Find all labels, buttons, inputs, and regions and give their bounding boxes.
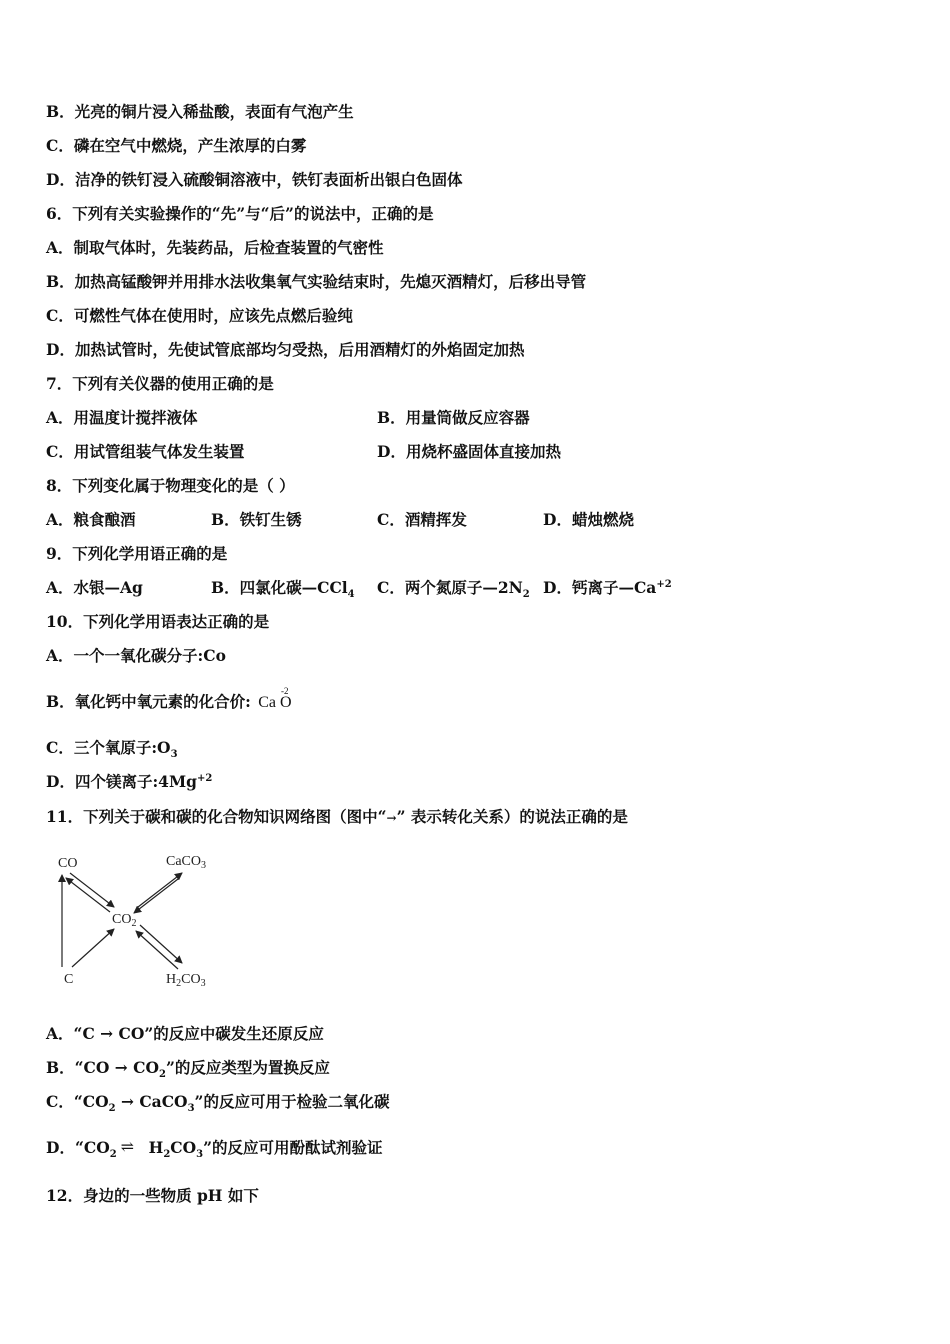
node-h2co3: $H_2CO_3$ xyxy=(166,972,206,989)
q10-stem: 10．下列化学用语表达正确的是 xyxy=(46,612,270,631)
valence-formula: Ca -2 O xyxy=(258,686,292,711)
q11-option-c: C．“$CO_2$ → CaCO$_3$”的反应可用于检验二氧化碳 xyxy=(46,1092,390,1115)
q8-option-b: B．铁钉生锈 xyxy=(211,510,302,529)
q10-option-a: A．一个一氧化碳分子:Co xyxy=(46,646,226,665)
q11-option-d: D．“$CO_2$ ⇌ $H_2CO_3$”的反应可用酚酞试剂验证 xyxy=(46,1137,383,1161)
q6-option-c: C．可燃性气体在使用时，应该先点燃后验纯 xyxy=(46,306,353,325)
carbon-network-diagram xyxy=(50,845,230,995)
q7-option-b: B．用量筒做反应容器 xyxy=(377,408,530,427)
q8-stem: 8．下列变化属于物理变化的是（ ） xyxy=(46,476,295,495)
q8-option-a: A．粮食酿酒 xyxy=(46,510,136,529)
node-c: C xyxy=(64,972,74,987)
q8-option-d: D．蜡烛燃烧 xyxy=(543,510,634,529)
q7-stem: 7．下列有关仪器的使用正确的是 xyxy=(46,374,274,393)
q9-stem: 9．下列化学用语正确的是 xyxy=(46,544,228,563)
node-caco3: CaCO$_3$ xyxy=(166,854,206,871)
q10-option-c: C．三个氧原子$:O_3$ xyxy=(46,738,178,761)
arrow-co2-to-caco3 xyxy=(138,873,182,907)
node-co: CO xyxy=(58,856,78,871)
q8-option-c: C．酒精挥发 xyxy=(377,510,467,529)
arrow-h2co3-to-co2 xyxy=(136,931,178,969)
q10-option-b: B．氧化钙中氧元素的化合价: Ca -2 O xyxy=(46,686,292,711)
q11-stem: 11．下列关于碳和碳的化合物知识网络图（图中“→” 表示转化关系）的说法正确的是 xyxy=(46,807,628,826)
arrow-icon: → xyxy=(386,811,397,825)
arrow-c-to-co2 xyxy=(72,929,114,967)
q5-option-c: C．磷在空气中燃烧，产生浓厚的白雾 xyxy=(46,136,307,155)
arrow-co2-to-co xyxy=(66,878,110,912)
q11-option-a: A．“C → CO”的反应中碳发生还原反应 xyxy=(46,1024,324,1043)
q7-option-d: D．用烧杯盛固体直接加热 xyxy=(377,442,561,461)
q6-stem: 6．下列有关实验操作的“先”与“后”的说法中，正确的是 xyxy=(46,204,434,223)
q6-option-b: B．加热高锰酸钾并用排水法收集氧气实验结束时，先熄灭酒精灯，后移出导管 xyxy=(46,272,587,291)
q9-option-c: C．两个氮原子$—2N_2$ xyxy=(377,578,530,601)
node-co2: $CO_2$ xyxy=(112,912,137,929)
q11-option-b: B．“CO → $CO_2$”的反应类型为置换反应 xyxy=(46,1058,330,1081)
arrow-co2-to-h2co3 xyxy=(140,925,182,963)
arrow-caco3-to-co2 xyxy=(134,879,178,913)
arrow-co-to-co2 xyxy=(70,873,114,907)
q6-option-d: D．加热试管时，先使试管底部均匀受热，后用酒精灯的外焰固定加热 xyxy=(46,340,525,359)
q5-option-b: B．光亮的铜片浸入稀盐酸，表面有气泡产生 xyxy=(46,102,354,121)
q7-option-c: C．用试管组装气体发生装置 xyxy=(46,442,245,461)
q10-option-d: D．四个镁离子$:4Mg^{+2}$ xyxy=(46,772,213,791)
q12-stem: 12．身边的一些物质 pH 如下 xyxy=(46,1186,259,1205)
q9-option-a: A．水银—Ag xyxy=(46,578,143,597)
q9-option-b: B．四氯化碳—CCl$_4$ xyxy=(211,578,355,601)
equilibrium-arrow-icon: ⇌ xyxy=(120,1137,135,1156)
q9-option-d: D．钙离子$—Ca^{+2}$ xyxy=(543,578,672,597)
q7-option-a: A．用温度计搅拌液体 xyxy=(46,408,198,427)
q6-option-a: A．制取气体时，先装药品，后检查装置的气密性 xyxy=(46,238,384,257)
q5-option-d: D．洁净的铁钉浸入硫酸铜溶液中，铁钉表面析出银白色固体 xyxy=(46,170,463,189)
